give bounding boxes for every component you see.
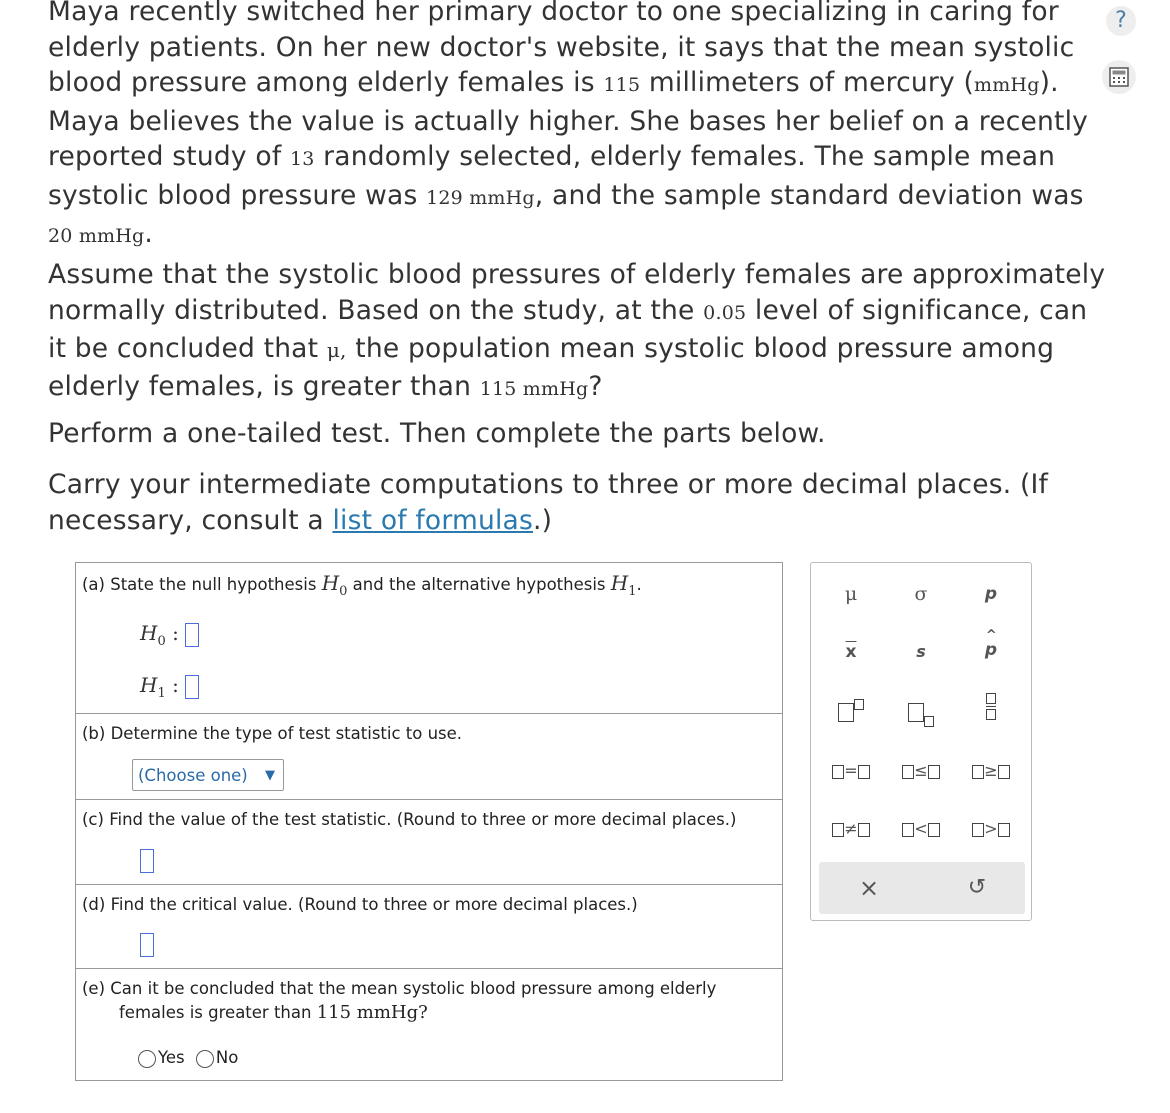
part-c-label: (c) Find the value of the test statistic. (Round to three or more decimal places.) [82, 810, 737, 829]
less-than-button[interactable]: < [891, 814, 951, 844]
palette-footer [819, 862, 1025, 914]
part-b-label: (b) Determine the type of test statistic to use. [82, 724, 463, 743]
no-label: No [215, 1048, 239, 1067]
subscript-button[interactable] [891, 697, 951, 727]
calculator-icon[interactable] [1102, 60, 1136, 94]
symbol-palette [810, 562, 1032, 921]
mu-button[interactable]: μ [844, 583, 858, 605]
alternative-hypothesis-row: $H_1$ : [140, 673, 199, 701]
help-icon[interactable]: ? [1106, 6, 1136, 36]
s-button[interactable]: s [916, 642, 926, 661]
no-radio[interactable] [196, 1050, 214, 1068]
problem-paragraph-3: Perform a one-tailed test. Then complete the parts below. [48, 418, 826, 449]
problem-paragraph-2: Assume that the systolic blood pressures of elderly females are approximately normally distributed. Based on the study, at the 0.05 level of significance, can it be concluded that μ, the population mean systolic blood pressure among elderly females, is greater than 115 mmHg? [48, 259, 1106, 402]
yes-no-options [138, 1046, 238, 1070]
part-e-label: (e) Can it be concluded that the mean systolic blood pressure among elderly females is greater than 115 mmHg? [82, 979, 717, 1023]
undo-icon[interactable]: ↺ [967, 875, 987, 900]
question-table [75, 562, 783, 1081]
part-d [76, 884, 782, 968]
equals-button[interactable]: = [821, 756, 881, 786]
problem-paragraph-1: Maya recently switched her primary doctor to one specializing in caring for elderly patients. On her new doctor's website, it says that the mean systolic blood pressure among elderly females is 115 millimeters of mercury (mmHg). Maya believes the value is actually higher. She bases her belief on a recently reported study of 13 randomly selected, elderly females. The sample mean systolic blood pressure was 129 mmHg, and the sample standard deviation was 20 mmHg. [48, 0, 1089, 249]
null-hypothesis-row: $H_0$ : [140, 621, 199, 649]
dropdown-arrow-icon: ▼ [265, 768, 275, 783]
part-a-label: (a) State the null hypothesis $H_0$ and the alternative hypothesis $H_1$. [82, 571, 642, 599]
part-e [76, 968, 782, 1080]
x-bar-button[interactable]: $\overline{x}$ [845, 642, 857, 662]
critical-value-input[interactable] [140, 933, 154, 957]
fraction-button[interactable] [961, 693, 1021, 723]
problem-paragraph-4: Carry your intermediate computations to three or more decimal places. (If necessary, consult a list of formulas.) [48, 469, 1049, 536]
part-b [76, 713, 782, 799]
p-hat-button[interactable]: ^ p [984, 628, 998, 660]
less-equal-button[interactable]: ≤ [891, 756, 951, 786]
superscript-button[interactable] [821, 697, 881, 727]
not-equal-button[interactable]: ≠ [821, 814, 881, 844]
greater-than-button[interactable]: > [961, 814, 1021, 844]
sigma-button[interactable]: σ [914, 583, 928, 605]
test-statistic-select[interactable]: (Choose one) ▼ [132, 759, 284, 791]
test-statistic-input[interactable] [140, 849, 154, 873]
yes-radio[interactable] [138, 1050, 156, 1068]
part-a [76, 563, 782, 713]
part-d-label: (d) Find the critical value. (Round to three or more decimal places.) [82, 895, 638, 914]
part-c [76, 799, 782, 884]
null-hypothesis-input[interactable] [185, 623, 199, 647]
list-of-formulas-link[interactable]: list of formulas [332, 504, 533, 536]
greater-equal-button[interactable]: ≥ [961, 756, 1021, 786]
clear-icon[interactable]: × [858, 874, 880, 902]
p-button[interactable]: p [984, 584, 998, 604]
alternative-hypothesis-input[interactable] [185, 675, 199, 699]
yes-label: Yes [158, 1048, 185, 1067]
